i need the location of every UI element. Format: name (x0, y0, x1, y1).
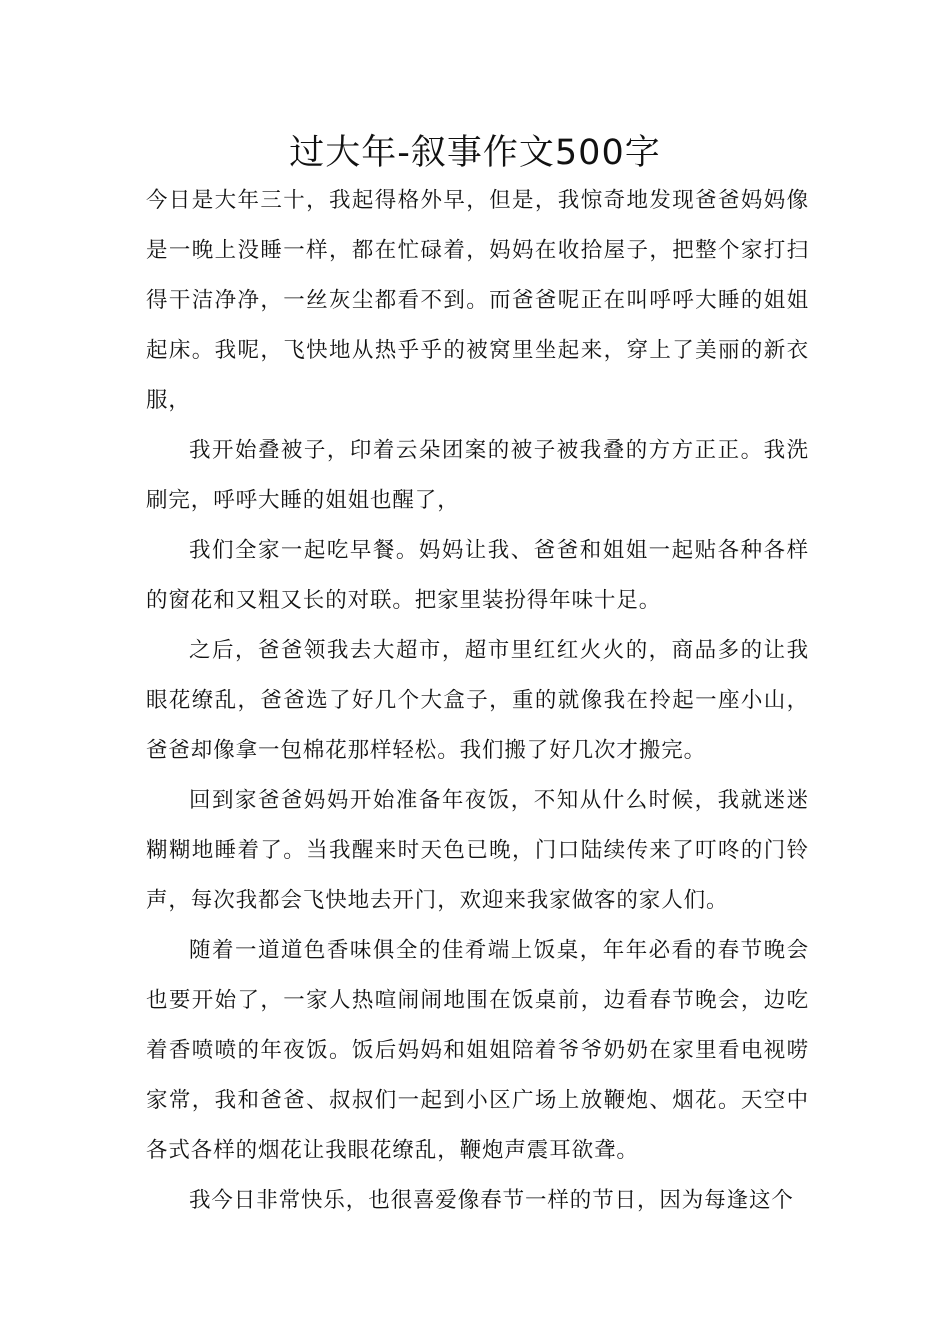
document-body (146, 176, 809, 1226)
document-title: 过大年-叙事作文500字 (289, 133, 661, 173)
paragraph-2: 我开始叠被子，印着云朵团案的被子被我叠的方方正正。我洗刷完，呼呼大睡的姐姐也醒了， (146, 438, 809, 513)
paragraph-6: 随着一道道色香味俱全的佳肴端上饭桌，年年必看的春节晚会也要开始了，一家人热喧闹闹地围在饭桌前，边看春节晚会，边吃着香喷喷的年夜饭。饭后妈妈和姐姐陪着爷爷奶奶在家里看电视唠家常，我和爸爸、叔叔们一起到小区广场上放鞭炮、烟花。天空中各式各样的烟花让我眼花缭乱，鞭炮声震耳欲聋。 (146, 938, 809, 1163)
paragraph-1: 今日是大年三十，我起得格外早，但是，我惊奇地发现爸爸妈妈像是一晚上没睡一样，都在忙碌着，妈妈在收拾屋子，把整个家打扫得干洁净净，一丝灰尘都看不到。而爸爸呢正在叫呼呼大睡的姐姐起床。我呢，飞快地从热乎乎的被窝里坐起来，穿上了美丽的新衣服， (146, 188, 809, 413)
paragraph-4: 之后，爸爸领我去大超市，超市里红红火火的，商品多的让我眼花缭乱，爸爸选了好几个大盒子，重的就像我在拎起一座小山，爸爸却像拿一包棉花那样轻松。我们搬了好几次才搬完。 (146, 638, 809, 763)
paragraph-3: 我们全家一起吃早餐。妈妈让我、爸爸和姐姐一起贴各种各样的窗花和又粗又长的对联。把家里装扮得年味十足。 (146, 538, 809, 613)
paragraph-7: 我今日非常快乐，也很喜爱像春节一样的节日，因为每逢这个 (189, 1188, 794, 1213)
paragraph-5: 回到家爸爸妈妈开始准备年夜饭，不知从什么时候，我就迷迷糊糊地睡着了。当我醒来时天色已晚，门口陆续传来了叮咚的门铃声，每次我都会飞快地去开门，欢迎来我家做客的家人们。 (146, 788, 809, 913)
